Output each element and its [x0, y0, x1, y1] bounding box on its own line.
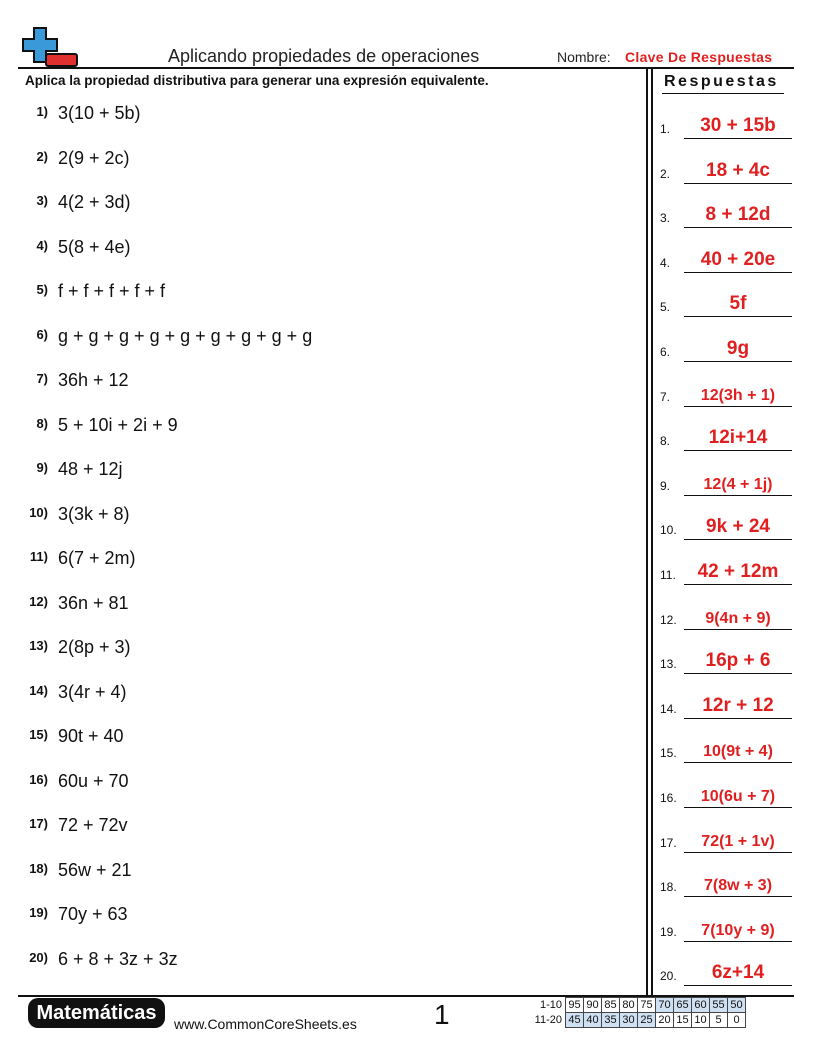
answer-item — [660, 823, 792, 853]
answer-value: 9g — [726, 338, 750, 359]
answer-number: 7. — [660, 389, 671, 404]
score-cell: 20 — [656, 1013, 674, 1028]
answer-item — [660, 510, 792, 540]
problem-item — [20, 327, 620, 351]
answer-line — [684, 941, 792, 942]
answer-value: 72(1 + 1v) — [701, 832, 775, 850]
answer-line — [684, 450, 792, 451]
answer-value: 12(3h + 1) — [700, 386, 776, 404]
answer-value: 42 + 12m — [697, 561, 779, 582]
problem-item — [20, 371, 620, 395]
score-cell: 55 — [710, 998, 728, 1013]
answer-line — [684, 227, 792, 228]
problem-item — [20, 638, 620, 662]
score-cell: 80 — [620, 998, 638, 1013]
answer-value: 6z+14 — [711, 962, 765, 984]
answer-item — [660, 778, 792, 808]
score-cell: 50 — [728, 998, 746, 1013]
answer-item — [660, 600, 792, 630]
answer-item — [660, 421, 792, 451]
answer-line — [684, 718, 792, 719]
answer-value: 5f — [729, 293, 747, 315]
answer-number: 12. — [660, 612, 677, 627]
problem-expression: 5 + 10i + 2i + 9 — [58, 414, 178, 435]
problem-expression: 70y + 63 — [58, 904, 128, 924]
score-cell: 70 — [656, 998, 674, 1013]
answer-line — [684, 985, 792, 986]
answer-line — [684, 584, 792, 585]
score-row — [528, 998, 746, 1013]
answer-line — [684, 852, 792, 853]
problem-number: 16) — [29, 771, 48, 787]
score-row — [528, 1013, 746, 1028]
problem-expression: 6 + 8 + 3z + 3z — [58, 948, 178, 969]
problem-item — [20, 149, 620, 173]
problem-item — [20, 772, 620, 796]
score-row-label: 11-20 — [534, 1014, 562, 1026]
problem-expression: 90t + 40 — [58, 726, 124, 746]
score-cell: 10 — [692, 1013, 710, 1028]
answer-value: 12r + 12 — [702, 694, 774, 716]
score-cell: 0 — [728, 1013, 746, 1028]
answer-line — [684, 495, 792, 496]
brand-badge: Matemáticas — [28, 998, 165, 1028]
problem-number: 20) — [29, 949, 48, 965]
problem-item — [20, 104, 620, 128]
problem-number: 8) — [36, 415, 48, 431]
problem-number: 3) — [36, 193, 48, 208]
answer-number: 17. — [660, 835, 677, 850]
problem-expression: 6(7 + 2m) — [58, 548, 136, 568]
score-cell: 30 — [620, 1013, 638, 1028]
problem-number: 4) — [36, 237, 48, 253]
problem-item — [20, 816, 620, 840]
answer-number: 4. — [660, 255, 671, 270]
problem-item — [20, 193, 620, 217]
answer-value: 8 + 12d — [705, 204, 771, 226]
answer-line — [684, 673, 792, 674]
page-number: 1 — [434, 999, 450, 1030]
answer-line — [684, 807, 792, 808]
answer-value: 18 + 4c — [706, 159, 770, 181]
answer-line — [684, 539, 792, 540]
problem-item — [20, 238, 620, 262]
answer-value: 9k + 24 — [706, 516, 770, 538]
answer-item — [660, 912, 792, 942]
problem-expression: 3(10 + 5b) — [58, 103, 141, 123]
problem-item — [20, 594, 620, 618]
problem-number: 10) — [29, 504, 48, 520]
problem-expression: 72 + 72v — [58, 815, 128, 835]
answer-value: 7(8w + 3) — [703, 877, 773, 895]
answer-value: 9(4n + 9) — [705, 609, 771, 627]
score-cell: 5 — [710, 1013, 728, 1028]
answer-line — [684, 138, 792, 139]
answer-item — [660, 243, 792, 273]
problem-number: 5) — [36, 282, 48, 297]
score-cell: 45 — [566, 1013, 584, 1028]
problem-expression: 3(4r + 4) — [58, 681, 127, 702]
problem-expression: 36h + 12 — [58, 370, 129, 390]
instructions: Aplica la propiedad distributiva para generar una expresión equivalente. — [25, 73, 489, 88]
problem-number: 17) — [29, 816, 48, 831]
problem-item — [20, 282, 620, 306]
score-cell: 15 — [674, 1013, 692, 1028]
problem-number: 2) — [36, 148, 48, 164]
answer-item — [660, 466, 792, 496]
problem-number: 18) — [29, 860, 48, 876]
problem-number: 1) — [36, 104, 48, 119]
problem-expression: 5(8 + 4e) — [58, 236, 131, 257]
problem-item — [20, 683, 620, 707]
problem-expression: g + g + g + g + g + g + g + g + g — [58, 325, 313, 346]
answer-number: 20. — [660, 969, 677, 984]
answer-number: 2. — [660, 166, 671, 181]
answer-number: 8. — [660, 434, 671, 449]
score-cell: 95 — [566, 998, 584, 1013]
answer-item — [660, 198, 792, 228]
answer-line — [684, 183, 792, 184]
answer-item — [660, 689, 792, 719]
answer-number: 14. — [660, 701, 677, 716]
name-value: Clave De Respuestas — [625, 49, 773, 65]
problem-number: 15) — [29, 727, 48, 742]
problem-number: 6) — [36, 326, 48, 342]
score-cell: 65 — [674, 998, 692, 1013]
answer-number: 5. — [660, 300, 671, 315]
problem-expression: 56w + 21 — [58, 859, 132, 880]
answer-number: 10. — [660, 523, 677, 538]
answer-number: 3. — [660, 211, 671, 226]
problem-item — [20, 505, 620, 529]
problem-number: 14) — [29, 682, 48, 698]
score-cell: 35 — [602, 1013, 620, 1028]
problem-expression: 4(2 + 3d) — [58, 192, 131, 212]
problem-expression: 2(9 + 2c) — [58, 147, 130, 168]
worksheet-title: Aplicando propiedades de operaciones — [168, 46, 480, 66]
problem-number: 9) — [36, 460, 48, 475]
answer-item — [660, 867, 792, 897]
answer-value: 12i+14 — [708, 427, 768, 449]
problem-item — [20, 905, 620, 929]
answer-item — [660, 154, 792, 184]
problem-item — [20, 727, 620, 751]
answer-number: 16. — [660, 791, 677, 805]
answer-number: 1. — [660, 122, 671, 136]
answer-line — [684, 316, 792, 317]
answer-value: 16p + 6 — [705, 650, 771, 672]
problem-expression: 60u + 70 — [58, 770, 129, 791]
plus-minus-logo-icon — [21, 27, 79, 67]
problem-item — [20, 460, 620, 484]
answer-item — [660, 109, 792, 139]
problem-number: 12) — [29, 593, 48, 609]
answer-value: 10(9t + 4) — [703, 743, 773, 761]
answer-line — [684, 406, 792, 407]
problem-expression: 48 + 12j — [58, 459, 123, 479]
score-cell: 40 — [584, 1013, 602, 1028]
answer-number: 13. — [660, 657, 677, 672]
score-cell: 60 — [692, 998, 710, 1013]
answer-number: 6. — [660, 345, 671, 359]
answer-line — [684, 896, 792, 897]
column-divider — [651, 68, 653, 995]
answer-item — [660, 287, 792, 317]
answer-item — [660, 332, 792, 362]
problem-expression: 3(3k + 8) — [58, 503, 130, 524]
answer-number: 18. — [660, 880, 677, 895]
answer-line — [684, 361, 792, 362]
answer-item — [660, 644, 792, 674]
answer-item — [660, 733, 792, 763]
score-cell: 90 — [584, 998, 602, 1013]
answer-line — [684, 762, 792, 763]
site-url[interactable]: www.CommonCoreSheets.es — [174, 1016, 357, 1032]
answer-number: 15. — [660, 746, 677, 761]
answer-item — [660, 555, 792, 585]
answer-line — [684, 629, 792, 630]
answer-line — [684, 272, 792, 273]
answer-value: 12(4 + 1j) — [703, 475, 773, 493]
answer-number: 11. — [660, 568, 676, 582]
header-rule — [18, 67, 794, 69]
answer-number: 19. — [660, 924, 677, 939]
problem-number: 13) — [29, 638, 48, 653]
answer-item — [660, 956, 792, 986]
problem-number: 7) — [36, 371, 48, 386]
problem-item — [20, 950, 620, 974]
answers-title: Respuestas — [664, 73, 779, 90]
answer-value: 10(6u + 7) — [700, 788, 776, 805]
score-cell: 25 — [638, 1013, 656, 1028]
column-divider — [646, 68, 648, 995]
answer-value: 40 + 20e — [700, 248, 776, 270]
score-cell: 85 — [602, 998, 620, 1013]
answer-value: 30 + 15b — [700, 115, 776, 136]
answer-value: 7(10y + 9) — [701, 921, 775, 939]
problem-number: 19) — [29, 905, 48, 920]
problem-expression: 36n + 81 — [58, 592, 129, 613]
answer-item — [660, 377, 792, 407]
name-label: Nombre: — [557, 49, 611, 65]
answers-title-underline — [662, 93, 784, 94]
problem-item — [20, 861, 620, 885]
answer-number: 9. — [660, 478, 671, 493]
score-table — [528, 997, 746, 1028]
problem-expression: f + f + f + f + f — [58, 281, 166, 301]
problem-item — [20, 416, 620, 440]
problem-number: 11) — [29, 549, 48, 564]
score-row-label: 1-10 — [539, 999, 562, 1011]
score-cell: 75 — [638, 998, 656, 1013]
problem-item — [20, 549, 620, 573]
problem-expression: 2(8p + 3) — [58, 637, 131, 657]
